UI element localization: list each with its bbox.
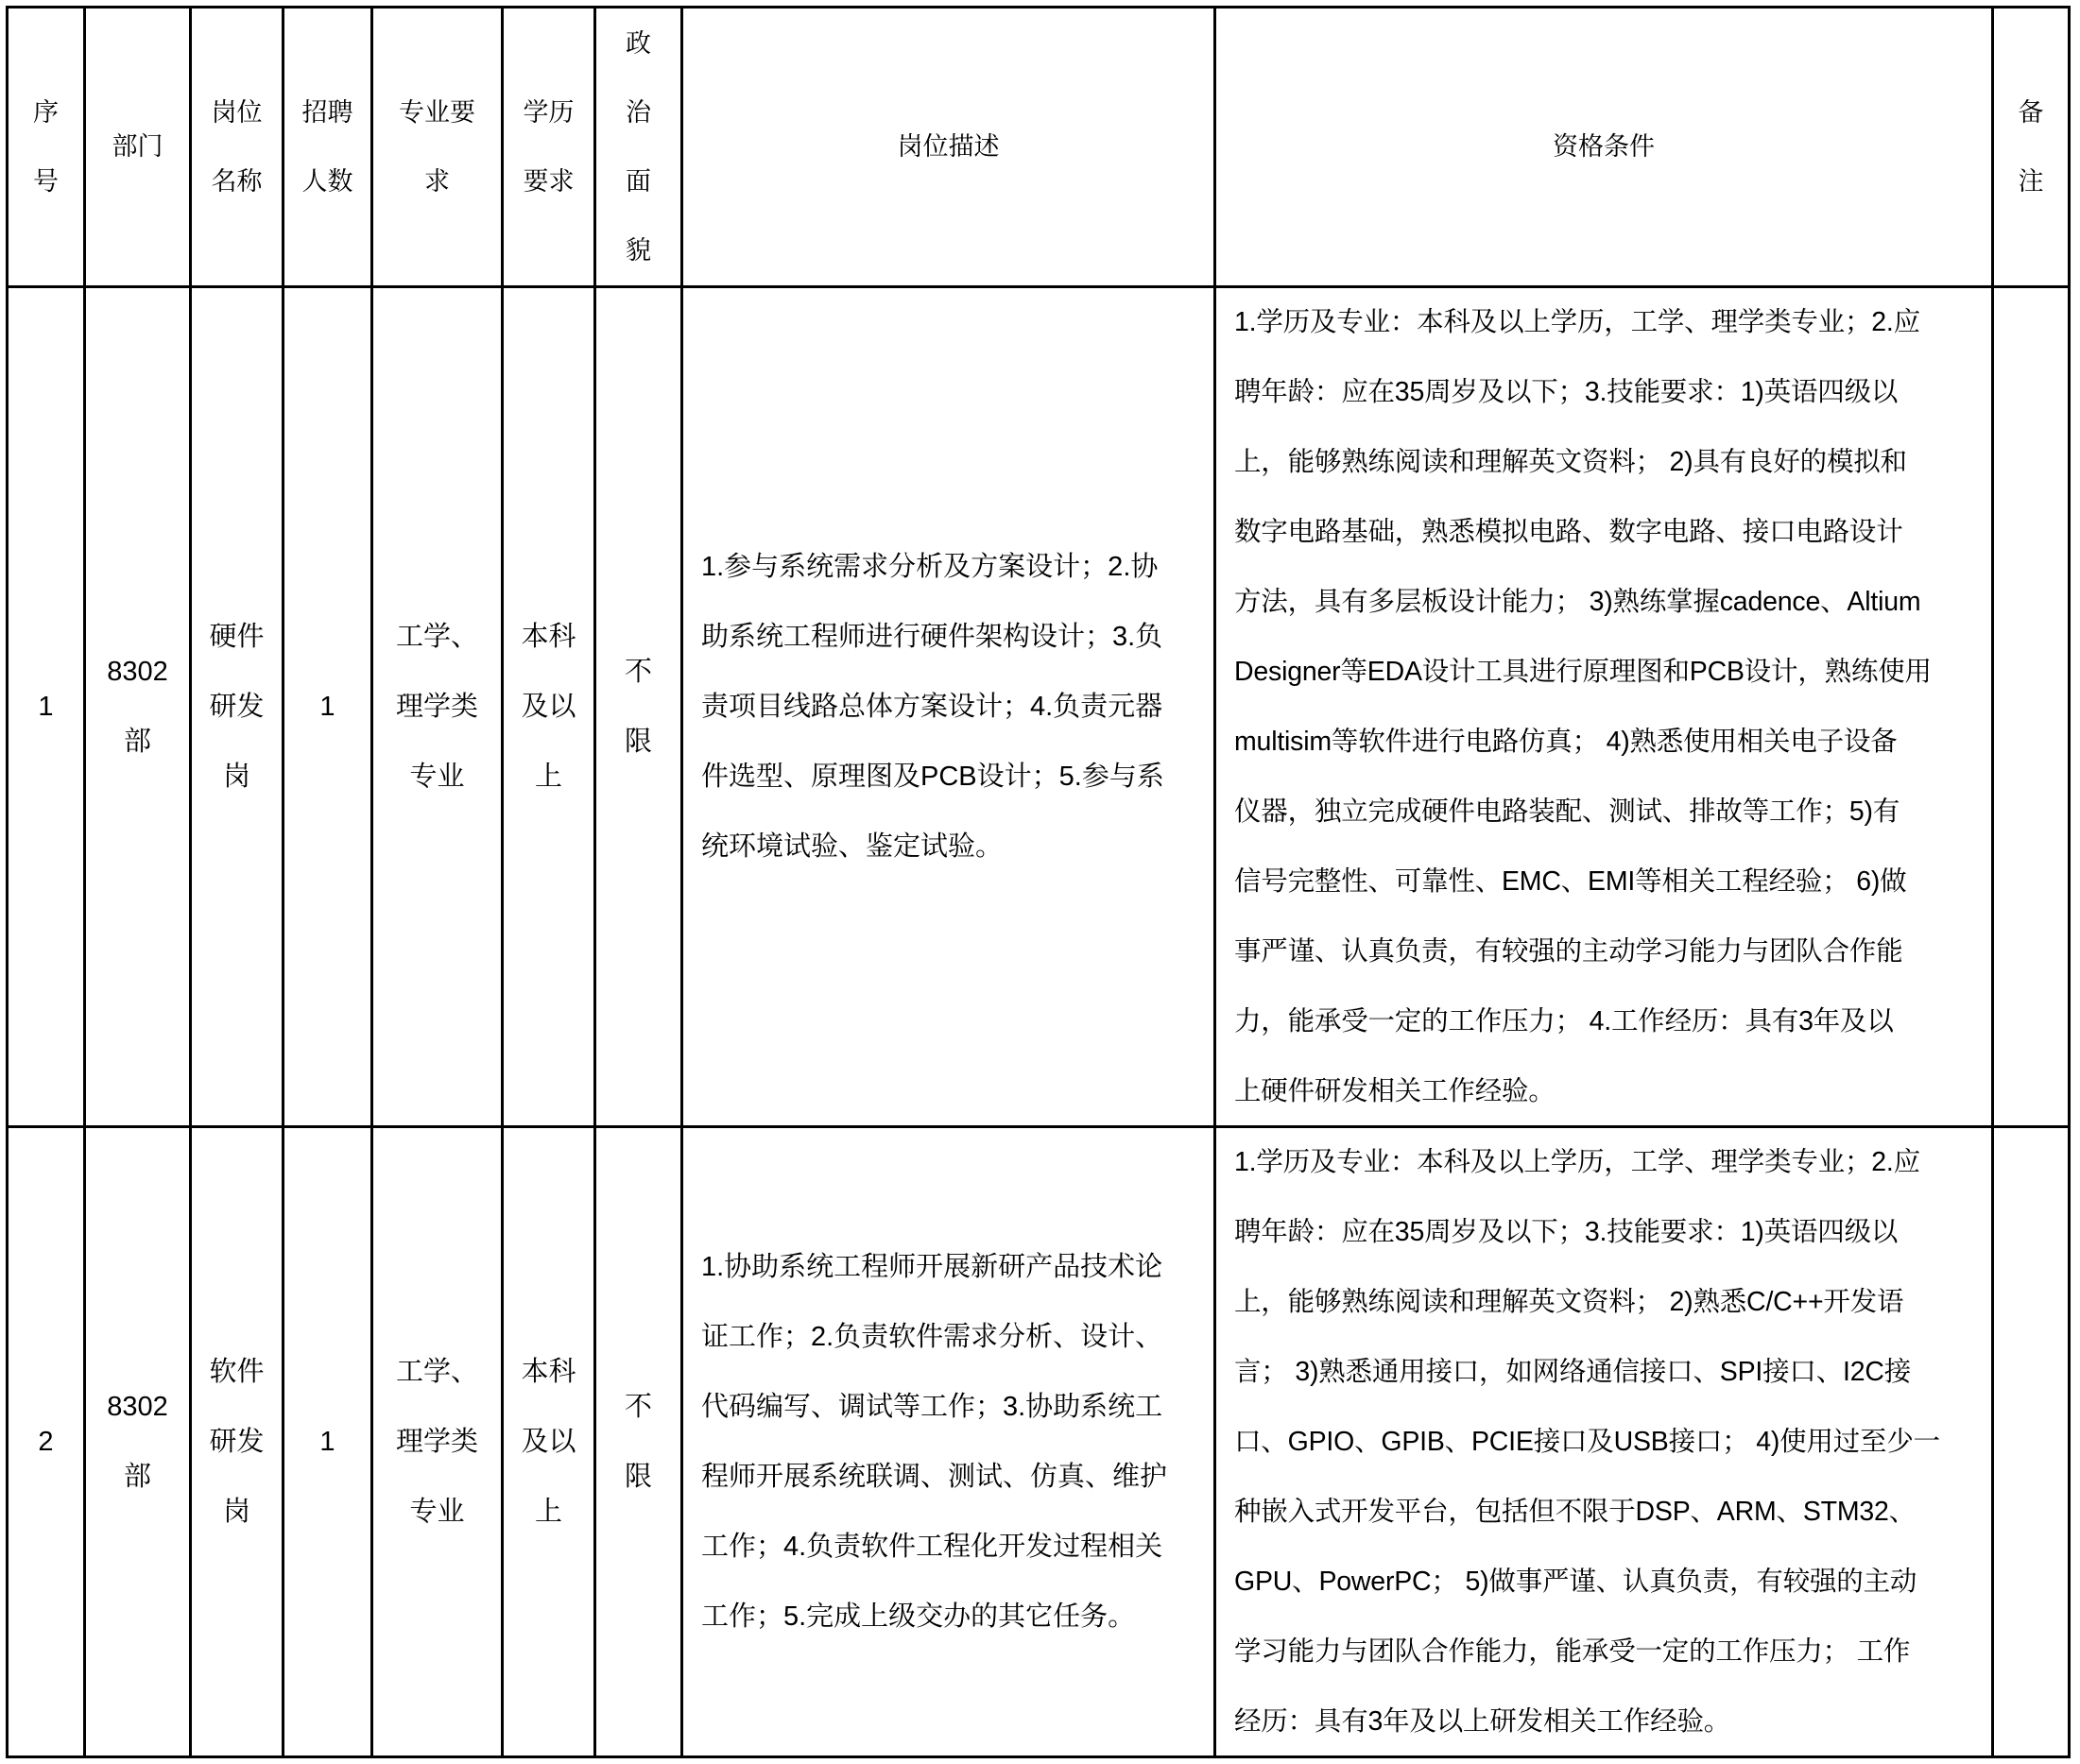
cell-text-line: 备 — [2018, 97, 2044, 128]
row-description — [683, 288, 1213, 1125]
cell-text-line: 不 — [624, 1392, 652, 1422]
row-description — [683, 1128, 1213, 1755]
cell-text-line: Designer等EDA设计工具进行原理图和PCB设计，熟练使用 — [1234, 657, 1932, 687]
cell-text-line: 力，能承受一定的工作压力； 4.工作经历：具有3年及以 — [1234, 1006, 1894, 1036]
cell-text-line: 经历：具有3年及以上研发相关工作经验。 — [1234, 1706, 1731, 1737]
cell-text-line: 学历 — [523, 97, 575, 128]
cell-text-line: 1 — [319, 692, 335, 722]
header-education — [504, 9, 593, 285]
row-dept — [86, 288, 189, 1125]
cell-text-line: 上硬件研发相关工作经验。 — [1234, 1076, 1556, 1106]
cell-text-line: 上，能够熟练阅读和理解英文资料； 2)熟悉C/C++开发语 — [1234, 1287, 1904, 1317]
cell-text-line: 及以 — [521, 692, 576, 722]
row-dept — [86, 1128, 189, 1755]
cell-text-line: 政 — [626, 28, 651, 59]
cell-text-line: 1 — [38, 692, 54, 722]
cell-text-line: 工学、 — [395, 622, 478, 652]
cell-text-line: 工学、 — [395, 1357, 478, 1387]
cell-text-line: 口、GPIO、GPIB、PCIE接口及USB接口； 4)使用过至少一 — [1234, 1427, 1940, 1457]
row-headcount — [284, 1128, 370, 1755]
header-seq — [9, 9, 83, 285]
cell-text-line: 人数 — [301, 166, 353, 197]
cell-text-line: 注 — [2018, 166, 2044, 197]
header-headcount — [284, 9, 370, 285]
cell-text-line: 言； 3)熟悉通用接口，如网络通信接口、SPI接口、I2C接 — [1234, 1357, 1912, 1387]
cell-text-line: 部 — [123, 727, 151, 757]
header-position — [192, 9, 282, 285]
row-major — [373, 288, 501, 1125]
table-border-bottom — [6, 1755, 2071, 1758]
row-education — [504, 288, 593, 1125]
header-major — [373, 9, 501, 285]
cell-text-line: 件选型、原理图及PCB设计；5.参与系 — [701, 762, 1164, 792]
cell-text-line: 限 — [624, 1462, 652, 1492]
cell-text-line: 限 — [624, 727, 652, 757]
cell-text-line: 治 — [626, 97, 651, 128]
row-qualifications — [1216, 1128, 1991, 1755]
header-dept — [86, 9, 189, 285]
cell-text-line: 1.协助系统工程师开展新研产品技术论 — [701, 1252, 1163, 1282]
cell-text-line: 理学类 — [395, 1427, 478, 1457]
cell-text-line: 1.学历及专业：本科及以上学历，工学、理学类专业；2.应 — [1234, 307, 1920, 337]
cell-text-line: 招聘 — [301, 97, 353, 128]
cell-text-line: 岗位 — [211, 97, 263, 128]
cell-text-line: 学习能力与团队合作能力，能承受一定的工作压力； 工作 — [1234, 1636, 1911, 1667]
cell-text-line: 岗 — [222, 1497, 250, 1527]
cell-text-line: 研发 — [209, 692, 265, 722]
cell-text-line: 聘年龄：应在35周岁及以下；3.技能要求：1)英语四级以 — [1234, 1217, 1899, 1247]
cell-text-line: 方法，具有多层板设计能力； 3)熟练掌握cadence、Altium — [1234, 587, 1921, 617]
row-education — [504, 1128, 593, 1755]
cell-text-line: 上 — [534, 762, 562, 792]
cell-text-line: 本科 — [521, 1357, 576, 1387]
cell-text-line: 信号完整性、可靠性、EMC、EMI等相关工程经验； 6)做 — [1234, 866, 1907, 897]
cell-text-line: 数字电路基础，熟悉模拟电路、数字电路、接口电路设计 — [1234, 517, 1903, 547]
cell-text-line: 专业要 — [399, 97, 475, 128]
cell-text-line: 证工作；2.负责软件需求分析、设计、 — [701, 1322, 1163, 1352]
header-remarks — [1994, 9, 2068, 285]
header-qualifications — [1216, 9, 1991, 285]
cell-text-line: 貌 — [626, 235, 651, 265]
row-seq — [9, 1128, 83, 1755]
row-major — [373, 1128, 501, 1755]
cell-text-line: 1.参与系统需求分析及方案设计；2.协 — [701, 552, 1159, 582]
cell-text-line: 资格条件 — [1553, 132, 1655, 162]
row-qualifications — [1216, 288, 1991, 1125]
table-border-right — [2068, 6, 2071, 1758]
cell-text-line: 序 — [33, 97, 59, 128]
cell-text-line: 专业 — [409, 1497, 465, 1527]
cell-text-line: 上，能够熟练阅读和理解英文资料； 2)具有良好的模拟和 — [1234, 447, 1907, 477]
cell-text-line: 岗位描述 — [897, 132, 1000, 162]
row-political-status — [596, 1128, 680, 1755]
cell-text-line: 工作；4.负责软件工程化开发过程相关 — [701, 1532, 1163, 1562]
cell-text-line: 部门 — [112, 132, 163, 162]
cell-text-line: 不 — [624, 657, 652, 687]
cell-text-line: 事严谨、认真负责，有较强的主动学习能力与团队合作能 — [1234, 936, 1903, 967]
header-description — [683, 9, 1213, 285]
cell-text-line: 上 — [534, 1497, 562, 1527]
cell-text-line: 研发 — [209, 1427, 265, 1457]
cell-text-line: 软件 — [209, 1357, 265, 1387]
row-position — [192, 288, 282, 1125]
row-remarks — [1994, 288, 2068, 1125]
cell-text-line: 程师开展系统联调、测试、仿真、维护 — [701, 1462, 1168, 1492]
cell-text-line: 求 — [424, 166, 450, 197]
cell-text-line: 聘年龄：应在35周岁及以下；3.技能要求：1)英语四级以 — [1234, 377, 1899, 407]
row-headcount — [284, 288, 370, 1125]
cell-text-line: 号 — [33, 166, 59, 197]
row-remarks — [1994, 1128, 2068, 1755]
row-political-status — [596, 288, 680, 1125]
cell-text-line: 仪器，独立完成硬件电路装配、测试、排故等工作；5)有 — [1234, 796, 1900, 827]
cell-text-line: 统环境试验、鉴定试验。 — [701, 831, 1004, 862]
cell-text-line: 硬件 — [209, 622, 265, 652]
cell-text-line: 1.学历及专业：本科及以上学历，工学、理学类专业；2.应 — [1234, 1147, 1920, 1177]
cell-text-line: 要求 — [523, 166, 575, 197]
cell-text-line: 助系统工程师进行硬件架构设计；3.负 — [701, 622, 1163, 652]
cell-text-line: 部 — [123, 1462, 151, 1492]
cell-text-line: 代码编写、调试等工作；3.协助系统工 — [701, 1392, 1163, 1422]
cell-text-line: 岗 — [222, 762, 250, 792]
cell-text-line: 8302 — [107, 657, 168, 687]
cell-text-line: 本科 — [521, 622, 576, 652]
header-political-status — [596, 9, 680, 285]
cell-text-line: GPU、PowerPC； 5)做事严谨、认真负责，有较强的主动 — [1234, 1567, 1917, 1597]
cell-text-line: 8302 — [107, 1392, 168, 1422]
cell-text-line: 责项目线路总体方案设计；4.负责元器 — [701, 692, 1163, 722]
row-seq — [9, 288, 83, 1125]
cell-text-line: 2 — [38, 1427, 54, 1457]
cell-text-line: 种嵌入式开发平台，包括但不限于DSP、ARM、STM32、 — [1234, 1497, 1916, 1527]
row-position — [192, 1128, 282, 1755]
cell-text-line: 面 — [626, 166, 651, 197]
cell-text-line: 名称 — [211, 166, 263, 197]
cell-text-line: 工作；5.完成上级交办的其它任务。 — [701, 1601, 1136, 1632]
cell-text-line: 专业 — [409, 762, 465, 792]
cell-text-line: 1 — [319, 1427, 335, 1457]
cell-text-line: 理学类 — [395, 692, 478, 722]
cell-text-line: multisim等软件进行电路仿真； 4)熟悉使用相关电子设备 — [1234, 727, 1898, 757]
cell-text-line: 及以 — [521, 1427, 576, 1457]
